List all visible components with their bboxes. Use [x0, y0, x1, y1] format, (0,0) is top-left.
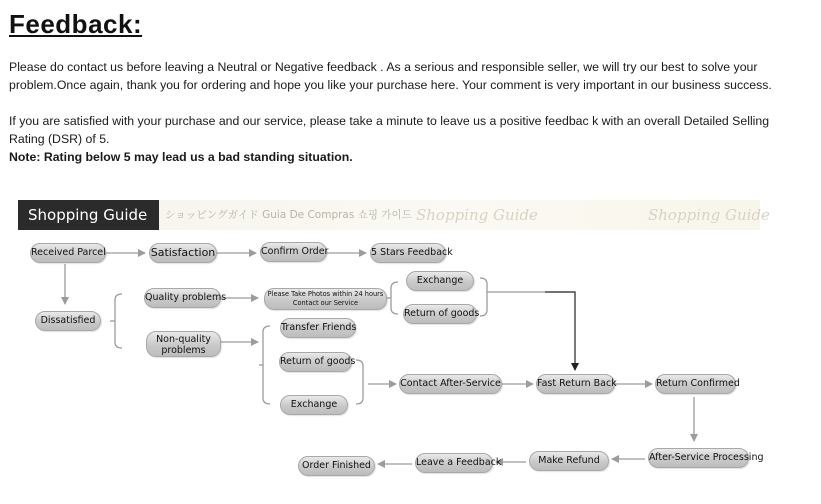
node-non-quality-line2: problems [161, 345, 206, 356]
brace-right-nonquality [356, 360, 363, 404]
feedback-paragraph-contact: Please do contact us before leaving a Neutral or Negative feedback . As a serious and responsible seller, we will try our best to solve your problem.Once again, thank you for ordering and hope you like your purchase here. Your comment is very important in our business success. [9, 60, 772, 92]
node-satisfaction: Satisfaction [149, 243, 217, 263]
shopping-guide-flowchart [18, 200, 770, 490]
node-dissatisfied: Dissatisfied [35, 311, 101, 331]
node-contact-after-service: Contact After-Service [399, 374, 502, 394]
brace-right-quality [480, 278, 487, 316]
node-exchange-top: Exchange [406, 271, 474, 291]
node-exchange-bottom: Exchange [280, 395, 348, 415]
node-return-of-goods-mid: Return of goods [279, 352, 352, 372]
node-non-quality-line1: Non-quality [156, 334, 211, 345]
node-return-confirmed: Return Confirmed [655, 374, 736, 394]
node-take-photos-line1: Please Take Photos within 24 hours [267, 290, 384, 298]
arrow-quality-to-fast-return [545, 292, 575, 370]
node-fast-return-back: Fast Return Back [536, 374, 615, 394]
node-order-finished: Order Finished [298, 456, 375, 476]
brace-nonquality-options [263, 326, 270, 404]
node-return-of-goods-top: Return of goods [403, 304, 477, 324]
node-non-quality-problems [146, 331, 221, 357]
node-confirm-order: Confirm Order [260, 242, 327, 262]
feedback-paragraph-dsr: If you are satisfied with your purchase and our service, please take a minute to leave us a positive feedbac k with an overall Detailed Selling Rating (DSR) of 5. [9, 114, 770, 146]
node-take-photos [264, 288, 387, 310]
feedback-note: Note: Rating below 5 may lead us a bad standing situation. [9, 150, 353, 164]
node-quality-problems: Quality problems [144, 288, 221, 308]
node-five-stars-feedback: 5 Stars Feedback [370, 243, 446, 263]
node-transfer-friends: Transfer Friends [280, 318, 356, 338]
node-make-refund: Make Refund [529, 451, 609, 471]
node-received-parcel: Received Parcel [30, 243, 106, 263]
shopping-guide-watermark-1: Shopping Guide [416, 206, 538, 224]
node-take-photos-line2: Contact our Service [292, 299, 359, 307]
shopping-guide-subtitle: ショッピングガイド Guia De Compras 쇼핑 가이드 [165, 209, 412, 221]
brace-quality-options [391, 282, 398, 314]
node-after-service-processing: After-Service Processing [648, 448, 749, 468]
brace-dissatisfied [115, 294, 122, 348]
shopping-guide-watermark-2: Shopping Guide [648, 206, 770, 224]
shopping-guide-title: Shopping Guide [18, 200, 159, 230]
feedback-heading: Feedback: [9, 9, 143, 39]
node-leave-a-feedback: Leave a Feedback [415, 453, 493, 473]
